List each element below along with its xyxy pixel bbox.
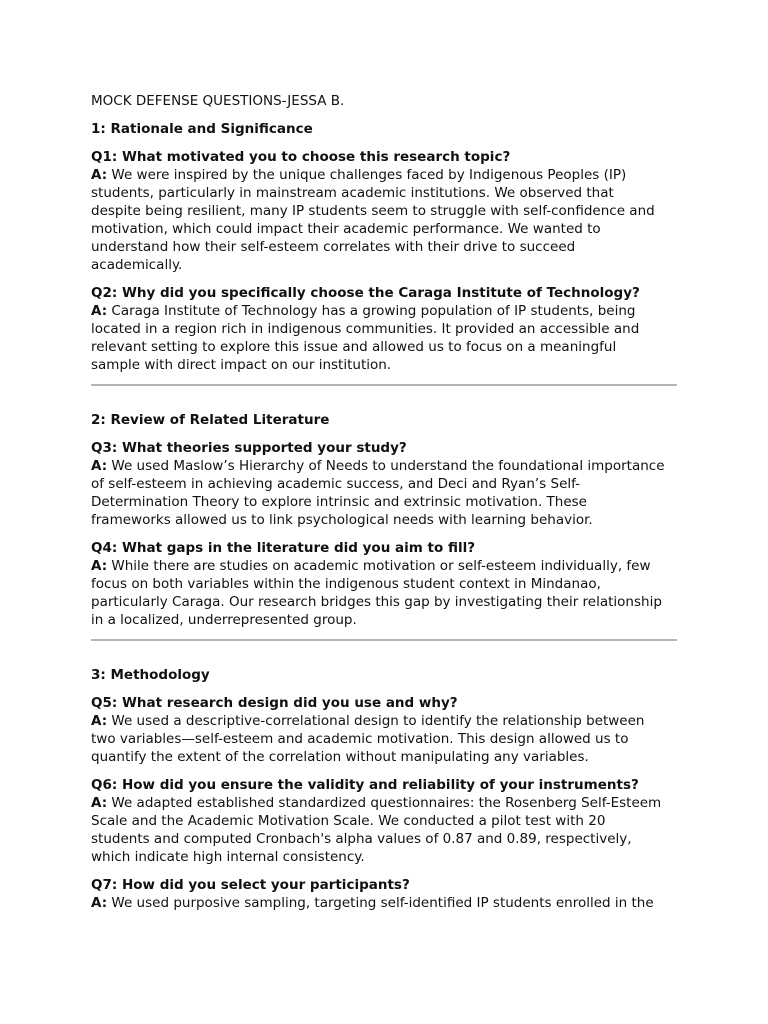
document-page <box>91 92 691 922</box>
answer-label: A: <box>91 713 108 729</box>
answer-line: which indicate high internal consistency. <box>91 849 365 865</box>
answer-line: understand how their self-esteem correlates with their drive to succeed <box>91 239 576 255</box>
qa-item <box>91 439 691 529</box>
qa-item <box>91 776 691 866</box>
qa-item <box>91 539 691 629</box>
answer-line <box>91 557 691 575</box>
answer-line: particularly Caraga. Our research bridges this gap by investigating their relationship <box>91 594 662 610</box>
answer-line <box>91 794 691 812</box>
answer-line: academically. <box>91 257 183 273</box>
answer-line: motivation, which could impact their academic performance. We wanted to <box>91 221 601 237</box>
answer-line: frameworks allowed us to link psychological needs with learning behavior. <box>91 512 593 528</box>
answer-line <box>91 457 691 475</box>
section-divider <box>91 384 677 386</box>
answer-text: We used a descriptive-correlational design to identify the relationship between <box>111 713 645 729</box>
answer-line: sample with direct impact on our institution. <box>91 357 392 373</box>
answer-line: two variables—self-esteem and academic motivation. This design allowed us to <box>91 731 629 747</box>
question: Q7: How did you select your participants? <box>91 877 410 893</box>
answer-line: despite being resilient, many IP students seem to struggle with self-confidence and <box>91 203 655 219</box>
document-title: MOCK DEFENSE QUESTIONS-JESSA B. <box>91 93 345 109</box>
answer-text: We adapted established standardized questionnaires: the Rosenberg Self-Esteem <box>111 795 662 811</box>
answer-label: A: <box>91 558 108 574</box>
answer-line: relevant setting to explore this issue and allowed us to focus on a meaningful <box>91 339 617 355</box>
answer-text: Caraga Institute of Technology has a growing population of IP students, being <box>111 303 636 319</box>
section-heading: 1: Rationale and Significance <box>91 121 313 137</box>
answer-line: quantify the extent of the correlation without manipulating any variables. <box>91 749 589 765</box>
answer-label: A: <box>91 795 108 811</box>
question: Q4: What gaps in the literature did you aim to fill? <box>91 540 476 556</box>
answer-line <box>91 302 691 320</box>
answer-line: located in a region rich in indigenous communities. It provided an accessible and <box>91 321 640 337</box>
answer-line <box>91 166 691 184</box>
qa-item <box>91 284 691 374</box>
answer-line <box>91 894 691 912</box>
answer-line: students, particularly in mainstream academic institutions. We observed that <box>91 185 614 201</box>
answer-label: A: <box>91 303 108 319</box>
answer-text: While there are studies on academic motivation or self-esteem individually, few <box>111 558 651 574</box>
question: Q3: What theories supported your study? <box>91 440 407 456</box>
qa-item <box>91 148 691 274</box>
answer-line <box>91 712 691 730</box>
answer-line: in a localized, underrepresented group. <box>91 612 357 628</box>
answer-label: A: <box>91 167 108 183</box>
answer-text: We used Maslow’s Hierarchy of Needs to understand the foundational importance <box>111 458 665 474</box>
answer-label: A: <box>91 895 108 911</box>
section-divider <box>91 639 677 641</box>
answer-line: focus on both variables within the indigenous student context in Mindanao, <box>91 576 601 592</box>
answer-line: students and computed Cronbach's alpha values of 0.87 and 0.89, respectively, <box>91 831 632 847</box>
question: Q1: What motivated you to choose this research topic? <box>91 149 511 165</box>
answer-line: Scale and the Academic Motivation Scale. We conducted a pilot test with 20 <box>91 813 606 829</box>
question: Q2: Why did you specifically choose the Caraga Institute of Technology? <box>91 285 640 301</box>
qa-item <box>91 694 691 766</box>
section-heading: 3: Methodology <box>91 667 210 683</box>
answer-line: Determination Theory to explore intrinsic and extrinsic motivation. These <box>91 494 587 510</box>
qa-item <box>91 876 691 912</box>
answer-line: of self-esteem in achieving academic success, and Deci and Ryan’s Self- <box>91 476 581 492</box>
question: Q6: How did you ensure the validity and reliability of your instruments? <box>91 777 639 793</box>
answer-label: A: <box>91 458 108 474</box>
question: Q5: What research design did you use and why? <box>91 695 458 711</box>
answer-text: We were inspired by the unique challenges faced by Indigenous Peoples (IP) <box>111 167 627 183</box>
section-heading: 2: Review of Related Literature <box>91 412 330 428</box>
answer-text: We used purposive sampling, targeting self-identified IP students enrolled in the <box>111 895 654 911</box>
